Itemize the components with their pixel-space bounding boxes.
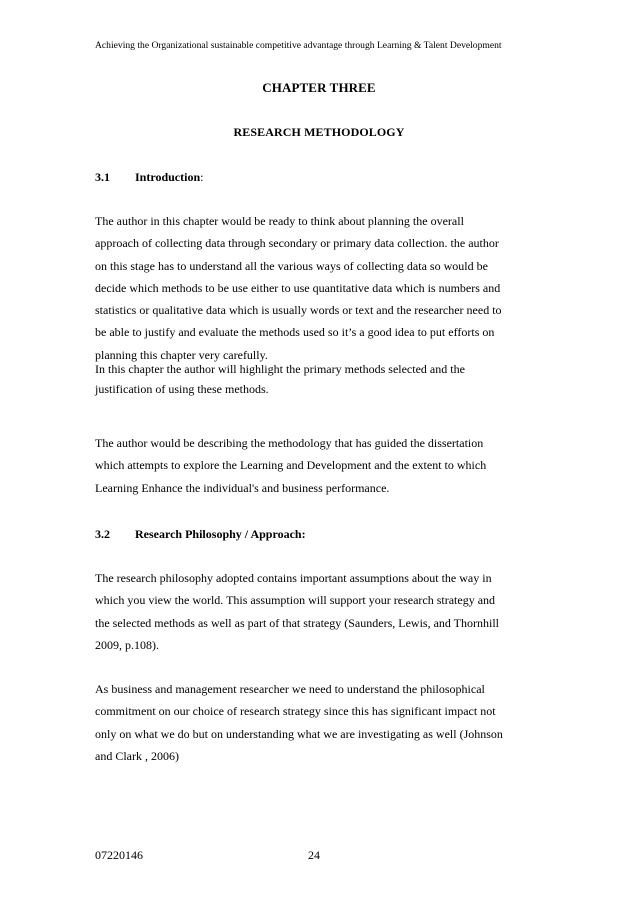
section-title: Research Philosophy / Approach:	[135, 527, 306, 541]
chapter-title: CHAPTER THREE	[262, 80, 376, 95]
footer-document-id: 07220146	[95, 848, 143, 862]
text-line: which you view the world. This assumption will support your research strategy and	[95, 593, 496, 608]
text-line: commitment on our choice of research strategy since this has significant impact not	[95, 704, 496, 719]
text-line: The research philosophy adopted contains important assumptions about the way in	[95, 571, 492, 585]
text-line: only on what we do but on understanding what we are investigating as well (Johnson	[95, 726, 503, 741]
paragraph-introduction-1	[95, 210, 535, 400]
text-line: and Clark , 2006)	[95, 748, 179, 763]
text-line: 2009, p.108).	[95, 637, 159, 652]
running-header: Achieving the Organizational sustainable competitive advantage through Learning & Talent Development	[95, 40, 502, 51]
section-title: Introduction	[135, 170, 201, 184]
footer-page-number: 24	[308, 848, 320, 862]
text-line: which attempts to explore the Learning and Development and the extent to which	[95, 458, 487, 473]
section-number: 3.1	[95, 170, 110, 184]
text-line: the selected methods as well as part of that strategy (Saunders, Lewis, and Thornhill	[95, 615, 500, 630]
text-line: The author in this chapter would be ready to think about planning the overall	[95, 214, 464, 228]
text-line: statistics or qualitative data which is usually words or text and the researcher need to	[95, 303, 502, 318]
text-line: As business and management researcher we need to understand the philosophical	[95, 682, 485, 696]
paragraph-introduction-2	[95, 432, 535, 499]
text-line: justification of using these methods.	[95, 382, 269, 397]
text-line: approach of collecting data through secondary or primary data collection. the author	[95, 236, 499, 251]
text-line: The author would be describing the methodology that has guided the dissertation	[95, 436, 484, 450]
section-heading-introduction	[95, 170, 203, 185]
text-line: be able to justify and evaluate the methods used so it’s a good idea to put efforts on	[95, 325, 495, 340]
paragraph-research-philosophy-1	[95, 567, 535, 656]
text-line: In this chapter the author will highlight the primary methods selected and the	[95, 362, 465, 377]
section-title-suffix: :	[200, 170, 204, 184]
chapter-subtitle: RESEARCH METHODOLOGY	[233, 125, 405, 139]
text-line: decide which methods to be use either to use quantitative data which is numbers and	[95, 280, 501, 295]
text-line: planning this chapter very carefully.	[95, 347, 268, 362]
section-heading-research-philosophy	[95, 527, 306, 542]
text-line: on this stage has to understand all the various ways of collecting data so would be	[95, 258, 488, 273]
paragraph-research-philosophy-2	[95, 678, 535, 767]
section-number: 3.2	[95, 527, 110, 541]
text-line: Learning Enhance the individual's and business performance.	[95, 480, 390, 495]
